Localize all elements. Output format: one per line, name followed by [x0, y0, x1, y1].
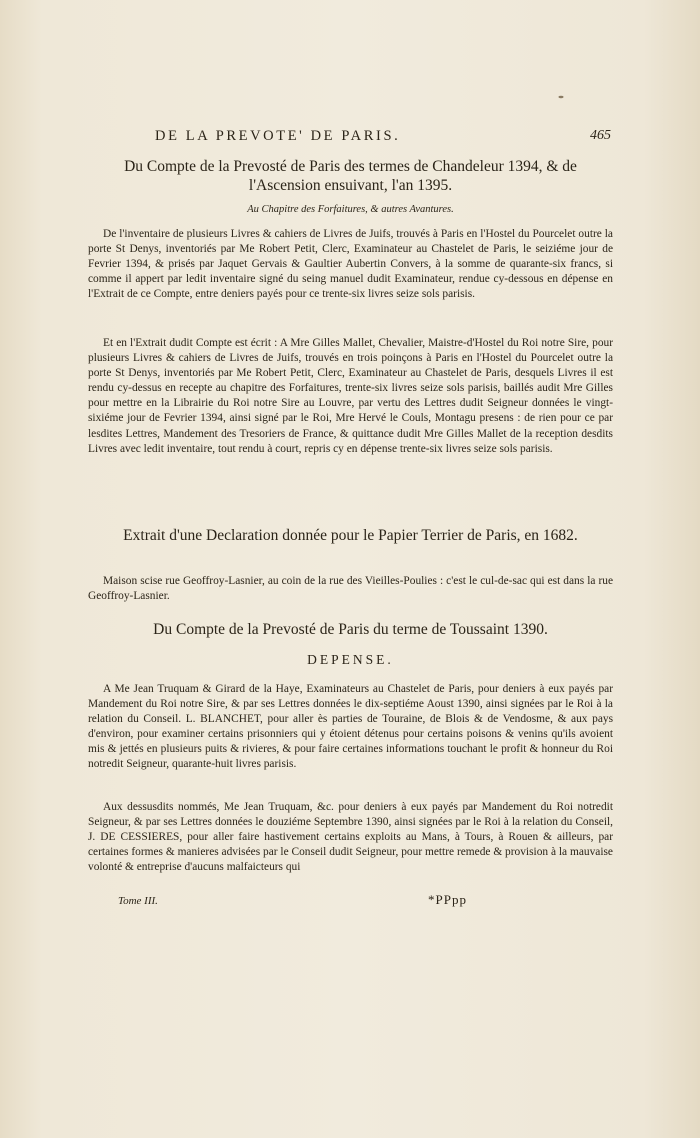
depense-title: DEPENSE.: [307, 652, 394, 667]
compte-1394-heading: Du Compte de la Prevosté de Paris des termes de Chandeleur 1394, & de l'Ascension ensuivant, l'an 1395.: [124, 158, 577, 194]
page-number: 465: [590, 128, 611, 143]
compte-1394-subheading: Au Chapitre des Forfaitures, & autres Avantures.: [247, 204, 454, 215]
declaration-heading: Extrait d'une Declaration donnée pour le Papier Terrier de Paris, en 1682.: [123, 527, 578, 544]
compte-1394-paragraph-1: De l'inventaire de plusieurs Livres & cahiers de Livres de Juifs, trouvés à Paris en l'Hostel du Pourcelet outre la porte St Denys, inventoriés par Me Robert Petit, Clerc, Examinateur au Chastelet de Paris, le seiziéme jour de Fevrier 1394, & prisés par Jaquet Gervais & Gaultier Aubertin Convers, à la somme de quarante-six francs, si comme il appert par ledit inventaire signé du seing manuel dudit Examinateur, rendue cy-dessous en dépense en l'Extrait de ce Compte, entre deniers payés pour ce trente-six livres seize sols parisis.: [88, 228, 613, 301]
volume-label: Tome III.: [118, 895, 158, 907]
compte-1394-paragraph-1-block: [88, 227, 613, 302]
declaration-heading-block: [88, 526, 613, 545]
compte-1390-heading: Du Compte de la Prevosté de Paris du terme de Toussaint 1390.: [153, 621, 548, 638]
running-head: [155, 128, 615, 150]
running-title: DE LA PREVOTE' DE PARIS.: [155, 128, 401, 144]
compte-1394-heading-block: [88, 157, 613, 195]
compte-1390-paragraph-1: A Me Jean Truquam & Girard de la Haye, Examinateurs au Chastelet de Paris, pour deniers à eux payés par Mandement du Roi notre Sire, & par ses Lettres données le dix-septiéme Aoust 1390, ainsi signées par le Roi à la relation du Conseil. L. BLANCHET, pour aller ès parties de Touraine, de Blois & de Vendosme, & aux pays d'environ, pour examiner certains prisonniers qui y étoient détenus pour certains poisons & venins qu'ils avoient mis & jettés en plusieurs puits & rivieres, & pour faire certaines informations touchant le profit & honneur du Roi notredit Seigneur, quarante-huit livres parisis.: [88, 683, 613, 771]
depense-title-block: [88, 652, 613, 668]
compte-1394-paragraph-2: Et en l'Extrait dudit Compte est écrit : A Mre Gilles Mallet, Chevalier, Maistre-d'Hostel du Roi notre Sire, pour plusieurs Livres & cahiers de Livres de Juifs, trouvés en trois poinçons à Paris en l'Hostel du Pourcelet outre la porte St Denys, inventoriés par Me Robert Petit, Clerc, Examinateur au Chastelet de Paris, desquels Livres il est rendu cy-dessus en recepte au chapitre des Forfaitures, trente-six livres seize sols parisis, baillés audit Mre Gilles pour mettre en la Librairie du Roi notre Sire au Louvre, par vertu des Lettres dudit Seigneur données le vingt-sixiéme jour de Fevrier 1394, ainsi signé par le Roi, Mre Hervé le Couls, Montagu presens : de rien pour ce par lesdites Lettres, Mandement des Tresoriers de France, & quittance dudit Mre Gilles Mallet de la reception desdits Livres avec ledit inventaire, tout rendu à court, repris cy en dépense trente-six livres seize sols parisis.: [88, 337, 613, 455]
ink-speck: [558, 95, 564, 99]
compte-1390-heading-block: [88, 620, 613, 639]
compte-1394-paragraph-2-block: [88, 336, 613, 457]
declaration-paragraph-block: [88, 574, 613, 604]
compte-1390-paragraph-2: Aux dessusdits nommés, Me Jean Truquam, &c. pour deniers à eux payés par Mandement du Roi notredit Seigneur, & par ses Lettres données le douziéme Septembre 1390, ainsi signées par le Roi à la relation du Conseil, J. DE CESSIERES, pour aller faire hastivement certains exploits au Mans, à Tours, à Rouen & ailleurs, par certaines formes & manieres advisées par le Conseil dudit Seigneur, pour mettre remede & provision à la mauvaise volonté & entreprise d'aucuns malfaicteurs qui: [88, 801, 613, 874]
compte-1394-subheading-block: [88, 204, 613, 215]
compte-1390-paragraph-2-block: [88, 800, 613, 875]
declaration-paragraph: Maison scise rue Geoffroy-Lasnier, au coin de la rue des Vieilles-Poulies : c'est le cul-de-sac qui est dans la rue Geoffroy-Lasnier.: [88, 575, 613, 603]
signature-mark: *PPpp: [428, 892, 467, 907]
compte-1390-paragraph-1-block: [88, 682, 613, 773]
